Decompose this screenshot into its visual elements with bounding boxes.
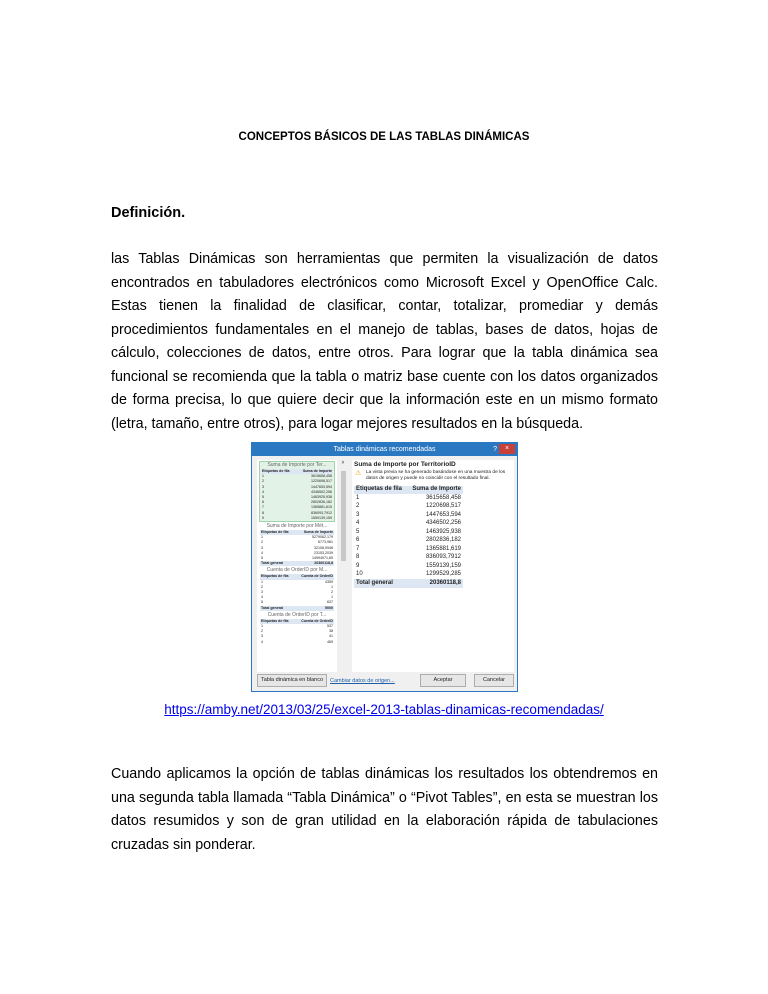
cell: 1365881,619 xyxy=(425,545,462,552)
cell: 1463925,938 xyxy=(311,495,332,500)
cell: 5279062,179 xyxy=(312,535,333,540)
cell: 637 xyxy=(327,600,333,605)
cell: 537 xyxy=(327,624,333,629)
table-row xyxy=(354,528,463,537)
total-row xyxy=(260,606,334,611)
cell: 23153,2039 xyxy=(314,550,333,555)
cell: 5 xyxy=(261,600,263,605)
cell: 1447653,594 xyxy=(425,511,462,518)
cell: 8 xyxy=(356,554,360,561)
cell: 1 xyxy=(356,494,360,501)
cell: 2802836,182 xyxy=(311,500,332,505)
cell: 2 xyxy=(262,479,264,484)
table-row xyxy=(354,562,463,571)
total-row xyxy=(354,579,463,588)
scrollbar-thumb xyxy=(341,471,346,561)
cell: 836093,7912 xyxy=(425,554,462,561)
cell: 2 xyxy=(331,590,333,595)
recommendation-list xyxy=(257,460,337,672)
cell: 2 xyxy=(261,629,263,634)
table-header xyxy=(354,486,463,495)
cell: 41 xyxy=(329,634,333,639)
cell: 4346502,256 xyxy=(311,489,332,494)
scrollbar: ˄ xyxy=(339,460,347,672)
table-row xyxy=(354,537,463,546)
cell: 1 xyxy=(331,595,333,600)
table-row xyxy=(354,554,463,563)
cell: 3615658,458 xyxy=(425,494,462,501)
cell: 1559139,159 xyxy=(311,515,332,520)
cell: 1 xyxy=(331,584,333,589)
cell: 1447653,594 xyxy=(311,484,332,489)
cell: 6 xyxy=(262,500,264,505)
cell: 1365881,619 xyxy=(311,505,332,510)
recommended-pivot-dialog-image xyxy=(251,442,518,692)
cell: 3 xyxy=(261,590,263,595)
cell: 1 xyxy=(261,579,263,584)
cell: 4 xyxy=(356,520,360,527)
card-table xyxy=(260,574,334,610)
recommendation-card[interactable] xyxy=(259,612,335,645)
warning-icon: ⚠ xyxy=(355,470,362,477)
cell: 38 xyxy=(329,629,333,634)
table-row xyxy=(354,503,463,512)
section-heading: Definición. xyxy=(111,205,186,221)
cell: Total general xyxy=(260,606,295,611)
cell: 3 xyxy=(261,634,263,639)
card-table xyxy=(260,530,334,566)
document-title: CONCEPTOS BÁSICOS DE LAS TABLAS DINÁMICAS xyxy=(238,131,530,143)
cell: 5 xyxy=(262,495,264,500)
preview-warning xyxy=(355,470,512,482)
cell: 836093,7912 xyxy=(311,510,332,515)
card-table xyxy=(261,469,333,521)
preview-title: Suma de Importe por TerritorioID xyxy=(354,461,456,468)
cell: 1 xyxy=(261,624,263,629)
column-header: Etiquetas de fila xyxy=(356,486,403,493)
cell: 3 xyxy=(356,511,360,518)
cancel-button: Cancelar xyxy=(474,674,514,687)
warning-text: La vista previa se ha generado basándose en una muestra de los datos de origen y puede no coincidir con el resultado final. xyxy=(366,470,506,481)
table-row xyxy=(261,516,333,521)
cell: 7 xyxy=(356,545,360,552)
cell: 2 xyxy=(356,503,360,510)
cell: 1220698,517 xyxy=(311,479,332,484)
table-row xyxy=(260,640,334,645)
change-source-link: Cambiar datos de origen... xyxy=(330,678,395,684)
cell: 1463925,938 xyxy=(425,528,462,535)
cell: 4346502,256 xyxy=(425,520,462,527)
cell: 10 xyxy=(356,571,363,578)
cell: 3 xyxy=(262,484,264,489)
column-header: Etiquetas de fila xyxy=(261,469,296,474)
cell: 5000 xyxy=(295,606,334,611)
cell: 9 xyxy=(262,515,264,520)
cell: 6 xyxy=(356,537,360,544)
card-title: Suma de Importe por Ter... xyxy=(267,462,327,468)
column-header: Suma de Importe xyxy=(296,530,334,535)
cell: 3615658,458 xyxy=(311,474,332,479)
help-icon: ? xyxy=(493,446,497,453)
cell: Total general xyxy=(354,579,404,588)
card-title: Cuenta de OrderID por T... xyxy=(267,611,327,618)
table-row xyxy=(354,571,463,580)
recommendation-card[interactable] xyxy=(259,567,335,610)
recommendation-card[interactable] xyxy=(259,523,335,566)
column-header: Cuenta de OrderID xyxy=(295,619,334,624)
table-row xyxy=(354,494,463,503)
preview-table xyxy=(354,486,463,588)
cell: Total general xyxy=(260,561,296,566)
card-title: Suma de Importe por Mét... xyxy=(266,523,328,530)
cell: 1559139,159 xyxy=(425,562,462,569)
column-header: Suma de Importe xyxy=(404,486,463,495)
card-title: Cuenta de OrderID por M... xyxy=(266,567,328,574)
cell: 20360118,8 xyxy=(404,579,463,588)
cell: 6773,981 xyxy=(318,540,333,545)
cell: 7 xyxy=(262,505,264,510)
cell: 5 xyxy=(356,528,360,535)
cell: 2802836,182 xyxy=(425,537,462,544)
cell: 1299529,285 xyxy=(425,571,462,578)
cell: 469 xyxy=(327,639,333,644)
total-row xyxy=(260,561,334,566)
dialog-title: Tablas dinámicas recomendadas xyxy=(333,446,436,453)
column-header: Suma de Importe xyxy=(296,469,333,474)
cell: 32108,0946 xyxy=(314,545,333,550)
cell: 4 xyxy=(261,595,263,600)
cell: 4 xyxy=(261,639,263,644)
cell: 1 xyxy=(262,474,264,479)
table-row xyxy=(354,520,463,529)
paragraph-pivot-results: Cuando aplicamos la opción de tablas dinámicas los resultados los obtendremos en una segunda tabla llamada “Tabla Dinámica” o “Pivot Tables”, en esta se muestran los datos resumidos y son de gran utilidad en la elaboración rápida de tabulaciones cruzadas sin ponderar. xyxy=(111,766,658,853)
blank-pivot-button: Tabla dinámica en blanco xyxy=(257,674,327,687)
cell: 2 xyxy=(261,540,263,545)
cell: 4 xyxy=(262,489,264,494)
table-row xyxy=(354,511,463,520)
recommendation-card[interactable] xyxy=(259,461,335,522)
cell: 1220698,517 xyxy=(425,503,462,510)
close-icon: × xyxy=(499,444,515,454)
dialog-titlebar xyxy=(252,443,517,456)
cell: 8 xyxy=(262,510,264,515)
cell: 2 xyxy=(261,584,263,589)
column-header: Cuenta de OrderID xyxy=(295,574,334,579)
cell: 5 xyxy=(261,556,263,561)
card-table xyxy=(260,619,334,645)
cell: 4 xyxy=(261,550,263,555)
cell: 1 xyxy=(261,535,263,540)
cell: 3 xyxy=(261,545,263,550)
source-link[interactable]: https://amby.net/2013/03/25/excel-2013-tablas-dinamicas-recomendadas/ xyxy=(164,702,604,717)
paragraph-definition: las Tablas Dinámicas son herramientas que permiten la visualización de datos encontrados en tabuladores electrónicos como Microsoft Excel y OpenOffice Calc. Estas tienen la finalidad de clasificar, contar, totalizar, promediar y demás procedimientos fundamentales en el manejo de tablas, bases de datos, hojas de cálculo, colecciones de datos, entre otros. Para lograr que la tabla dinámica sea funcional se recomienda que la tabla o matriz base cuente con los datos organizados de forma precisa, lo que quiere decir que la información este en un mismo formato (letra, tamaño, entre otros), para logar mejores resultados en la búsqueda. xyxy=(111,251,658,432)
column-header: Etiquetas de fila xyxy=(260,530,296,535)
cell: 14994971,65 xyxy=(312,556,333,561)
cell: 20360118,8 xyxy=(296,561,334,566)
cell: 9 xyxy=(356,562,360,569)
column-header: Etiquetas de fila xyxy=(260,574,295,579)
cell: 4359 xyxy=(325,579,333,584)
table-row xyxy=(354,545,463,554)
preview-pane xyxy=(352,460,514,672)
column-header: Etiquetas de fila xyxy=(260,619,295,624)
ok-button: Aceptar xyxy=(420,674,466,687)
